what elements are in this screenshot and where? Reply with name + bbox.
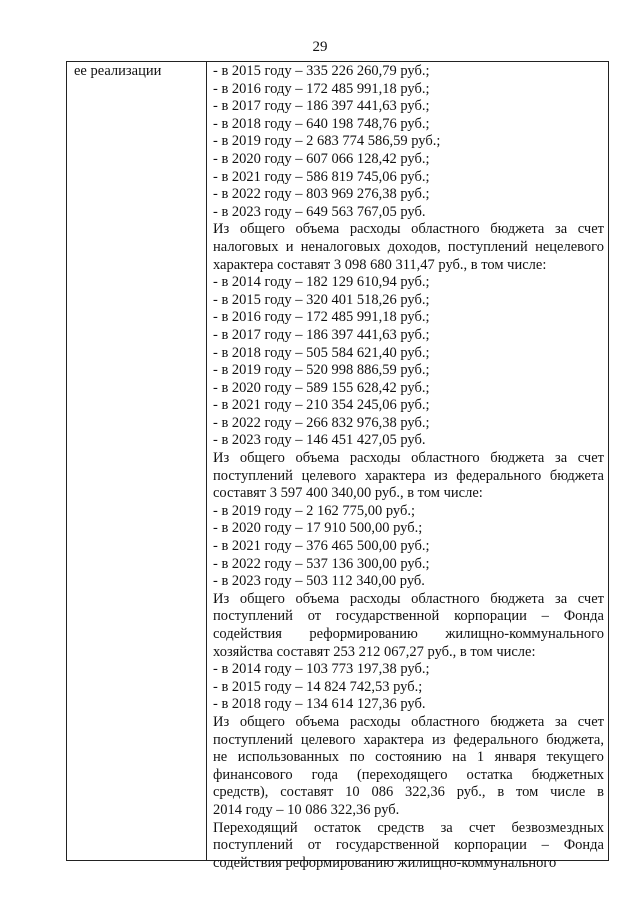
amount-list (213, 274, 604, 450)
word: общего (239, 450, 285, 467)
word: 10 (345, 784, 360, 801)
paragraph-line (213, 468, 604, 486)
word: бюджетных (531, 766, 604, 783)
word: 086 (371, 784, 394, 801)
word: неналоговых (300, 238, 381, 255)
word: областного (411, 221, 480, 238)
paragraph-line: характера составят 3 098 680 311,47 руб., в том числе: (213, 256, 547, 273)
word: корпорации (454, 608, 527, 625)
text-paragraph (213, 820, 604, 873)
word: общего (239, 590, 285, 607)
word: использованных (237, 749, 340, 766)
word: нецелевого (535, 238, 604, 255)
word: поступлений (213, 467, 293, 484)
amount-item: - в 2022 году – 803 969 276,38 руб.; (213, 186, 430, 203)
word: областного (411, 713, 480, 730)
paragraph-line (213, 221, 604, 239)
word: за (554, 590, 568, 607)
amount-item: - в 2019 году – 520 998 886,59 руб.; (213, 362, 430, 379)
amount-item: - в 2018 году – 640 198 748,76 руб.; (213, 115, 430, 132)
amount-item: - в 2015 году – 320 401 518,26 руб.; (213, 291, 430, 308)
amount-item: - в 2018 году – 134 614 127,36 руб. (213, 696, 426, 713)
word: счет (577, 221, 604, 238)
word: государственной (335, 837, 440, 854)
paragraph-line (213, 820, 604, 838)
word: Переходящий (213, 819, 298, 836)
word: Из (213, 713, 230, 730)
paragraph-line: содействия реформированию жилищно-коммунального (213, 854, 557, 871)
column-divider (206, 62, 207, 860)
word: от (307, 837, 322, 854)
word: общего (239, 713, 285, 730)
paragraph-line (213, 626, 604, 644)
amount-item: - в 2016 году – 172 485 991,18 руб.; (213, 309, 430, 326)
word: содействия (213, 626, 282, 642)
word: объема (295, 713, 340, 730)
word: Из (213, 221, 230, 238)
amount-item: - в 2021 году – 376 465 500,00 руб.; (213, 538, 430, 555)
word: составят (280, 784, 334, 801)
word: расходы (349, 713, 401, 730)
word: объема (295, 590, 340, 607)
word: целевого (300, 731, 356, 748)
word: от (307, 608, 322, 625)
word: за (440, 819, 453, 836)
paragraph-line (213, 732, 604, 750)
word: в (597, 784, 604, 801)
word: поступлений (447, 238, 528, 255)
word: государственной (335, 608, 440, 625)
text-paragraph (213, 714, 604, 820)
paragraph-line (213, 767, 604, 785)
amount-item: - в 2015 году – 335 226 260,79 руб.; (213, 63, 430, 79)
word: января (494, 749, 537, 766)
word: том (516, 784, 539, 801)
word: по (349, 749, 365, 766)
word: за (554, 713, 568, 730)
word: поступлений (213, 837, 293, 854)
word: счет (577, 450, 604, 467)
paragraph-line (213, 450, 604, 468)
paragraph-line (213, 714, 604, 732)
word: поступлений (213, 608, 293, 625)
paragraph-line (213, 608, 604, 626)
paragraph-line (213, 749, 604, 767)
word: не (213, 749, 228, 766)
word: из (431, 731, 446, 748)
word: жилищно-коммунального (445, 626, 604, 642)
text-paragraph (213, 221, 604, 274)
amount-item: - в 2015 году – 14 824 742,53 руб.; (213, 678, 423, 695)
amount-item: - в 2014 году – 182 129 610,94 руб.; (213, 274, 430, 291)
word: целевого (301, 467, 357, 484)
word: текущего (546, 749, 604, 766)
amount-item: - в 2023 году – 146 451 427,05 руб. (213, 432, 426, 449)
word: поступлений (213, 731, 293, 748)
word: Из (213, 450, 230, 467)
text-paragraph (213, 591, 604, 661)
word: бюджета (490, 450, 545, 467)
word: безвозмездных (511, 819, 604, 836)
paragraph-line (213, 239, 604, 257)
paragraph-line (213, 784, 604, 802)
word: доходов, (387, 238, 441, 255)
word: расходы (349, 590, 401, 607)
word: (переходящего (356, 766, 448, 783)
word: областного (411, 450, 480, 467)
word: характера (364, 467, 426, 484)
amount-item: - в 2017 году – 186 397 441,63 руб.; (213, 98, 430, 115)
word: налоговых (213, 238, 279, 255)
word: средств), (213, 784, 269, 801)
word: на (452, 749, 467, 766)
amount-item: - в 2016 году – 172 485 991,18 руб.; (213, 80, 430, 97)
word: бюджета, (546, 731, 604, 748)
word: руб., (456, 784, 486, 801)
word: числе (550, 784, 586, 801)
word: и (285, 238, 294, 255)
amount-list (213, 63, 604, 221)
paragraph-line (213, 591, 604, 609)
paragraph-line: 2014 году – 10 086 322,36 руб. (213, 801, 400, 818)
amount-list (213, 661, 604, 714)
amount-list (213, 503, 604, 591)
amount-item: - в 2019 году – 2 162 775,00 руб.; (213, 502, 415, 519)
right-cell (213, 63, 604, 872)
word: счет (469, 819, 496, 836)
word: расходы (349, 221, 401, 238)
word: Из (213, 590, 230, 607)
amount-item: - в 2014 году – 103 773 197,38 руб.; (213, 661, 430, 678)
amount-item: - в 2022 году – 537 136 300,00 руб.; (213, 555, 430, 572)
word: финансового (213, 766, 293, 783)
word: из (434, 467, 448, 484)
word: остаток (313, 819, 362, 836)
word: бюджета (549, 467, 604, 484)
amount-item: - в 2022 году – 266 832 976,38 руб.; (213, 414, 430, 431)
amount-item: - в 2021 году – 210 354 245,06 руб.; (213, 397, 430, 414)
word: 322,36 (405, 784, 445, 801)
amount-item: - в 2021 году – 586 819 745,06 руб.; (213, 168, 430, 185)
paragraph-line (213, 837, 604, 855)
word: – (541, 608, 549, 625)
word: бюджета (490, 713, 545, 730)
word: в (497, 784, 505, 801)
amount-item: - в 2020 году – 589 155 628,42 руб.; (213, 379, 430, 396)
word: бюджета (490, 590, 545, 607)
word: объема (295, 221, 340, 238)
paragraph-line: хозяйства составят 253 212 067,27 руб., в том числе: (213, 643, 536, 660)
word: федерального (453, 731, 539, 748)
amount-item: - в 2019 году – 2 683 774 586,59 руб.; (213, 133, 441, 150)
amount-item: - в 2017 году – 186 397 441,63 руб.; (213, 326, 430, 343)
word: года (311, 766, 338, 783)
word: реформированию (309, 626, 418, 642)
word: Фонда (563, 837, 604, 854)
text-paragraph (213, 450, 604, 503)
word: – (541, 837, 549, 854)
word: счет (577, 590, 604, 607)
word: за (554, 450, 568, 467)
word: расходы (349, 450, 401, 467)
word: средств (377, 819, 425, 836)
amount-item: - в 2023 году – 649 563 767,05 руб. (213, 203, 426, 220)
word: характера (363, 731, 424, 748)
word: общего (239, 221, 285, 238)
word: областного (411, 590, 480, 607)
page-number: 29 (312, 39, 328, 55)
word: корпорации (454, 837, 527, 854)
word: федерального (456, 467, 542, 484)
amount-item: - в 2018 году – 505 584 621,40 руб.; (213, 344, 430, 361)
amount-item: - в 2020 году – 17 910 500,00 руб.; (213, 520, 423, 537)
word: объема (295, 450, 340, 467)
amount-item: - в 2020 году – 607 066 128,42 руб.; (213, 150, 430, 167)
word: Фонда (563, 608, 604, 625)
word: за (554, 221, 568, 238)
word: 1 (476, 749, 485, 766)
word: состоянию (375, 749, 442, 766)
program-table (66, 61, 609, 871)
paragraph-line: составят 3 597 400 340,00 руб., в том числе: (213, 485, 483, 502)
word: счет (577, 713, 604, 730)
word: остатка (466, 766, 513, 783)
left-cell: ее реализации (74, 63, 162, 79)
amount-item: - в 2023 году – 503 112 340,00 руб. (213, 573, 425, 590)
word: бюджета (490, 221, 545, 238)
